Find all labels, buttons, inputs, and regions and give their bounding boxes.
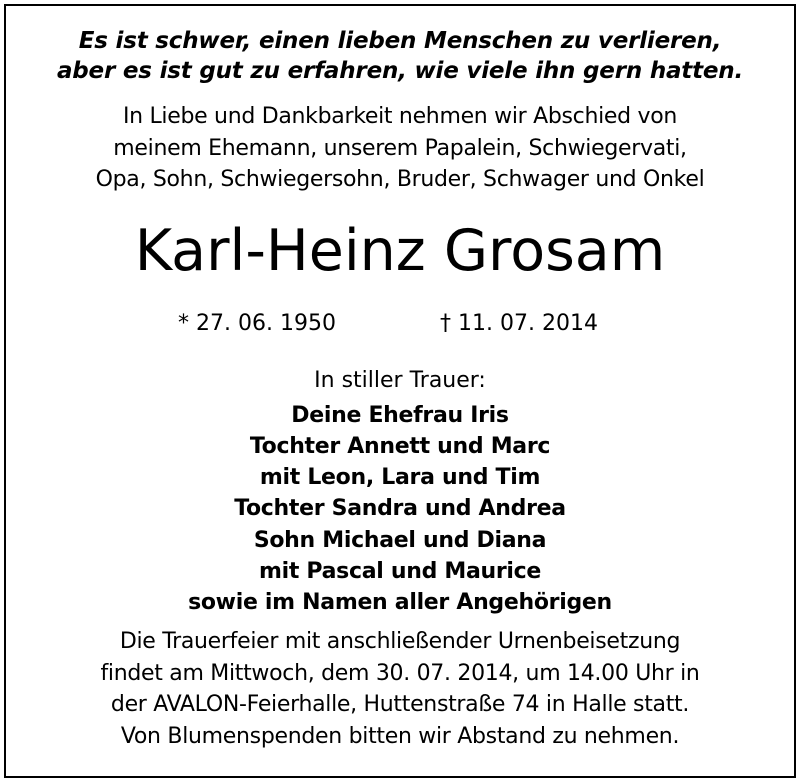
deceased-name: Karl-Heinz Grosam <box>134 218 666 284</box>
family-line: Deine Ehefrau Iris <box>291 403 509 428</box>
motto-line-2: aber es ist gut zu erfahren, wie viele ihn gern hatten. <box>56 58 744 84</box>
family-line: sowie im Namen aller Angehörigen <box>188 590 612 615</box>
birth-date: * 27. 06. 1950 <box>178 311 336 336</box>
mourning-label: In stiller Trauer: <box>314 368 486 393</box>
death-date: † 11. 07. 2014 <box>440 311 598 336</box>
family-line: Tochter Sandra und Andrea <box>234 496 566 521</box>
family-line: mit Pascal und Maurice <box>258 559 542 584</box>
family-line: mit Leon, Lara und Tim <box>259 465 541 490</box>
closing-line-3: der AVALON-Feierhalle, Huttenstraße 74 in Halle statt. <box>110 692 690 717</box>
family-line: Sohn Michael und Diana <box>253 528 547 553</box>
motto-line-1: Es ist schwer, einen lieben Menschen zu verlieren, <box>78 28 722 54</box>
intro-line-3: Opa, Sohn, Schwiegersohn, Bruder, Schwager und Onkel <box>95 167 705 192</box>
family-line: Tochter Annett und Marc <box>249 434 551 459</box>
closing-line-2: findet am Mittwoch, dem 30. 07. 2014, um 14.00 Uhr in <box>100 661 700 686</box>
intro-line-1: In Liebe und Dankbarkeit nehmen wir Abschied von <box>122 104 678 129</box>
closing-line-4: Von Blumenspenden bitten wir Abstand zu nehmen. <box>120 724 680 749</box>
closing-line-1: Die Trauerfeier mit anschließender Urnenbeisetzung <box>119 629 681 654</box>
intro-line-2: meinem Ehemann, unserem Papalein, Schwiegervati, <box>113 136 687 161</box>
